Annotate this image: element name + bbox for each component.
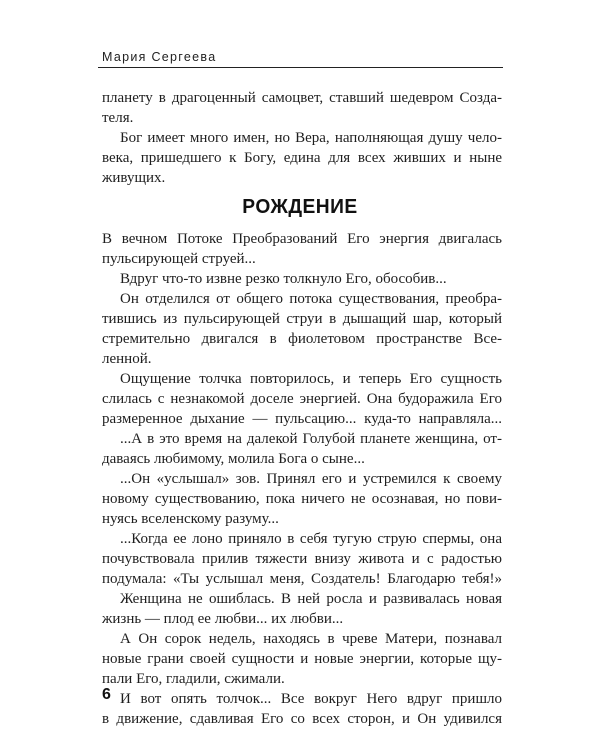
text-line: А Он сорок недель, находясь в чреве Матери, познавал bbox=[120, 631, 502, 647]
text-line: ленной. bbox=[102, 351, 152, 367]
text-line: Он отделился от общего потока существования, преобра- bbox=[120, 291, 502, 307]
text-line: Бог имеет много имен, но Вера, наполняющая душу чело- bbox=[120, 130, 502, 146]
chapter-title: РОЖДЕНИЕ bbox=[242, 196, 358, 218]
text-line: пульсирующей струей... bbox=[102, 251, 256, 267]
text-line: новые грани своей сущности и новые энергии, которые щу- bbox=[102, 651, 502, 667]
text-line: ...Когда ее лоно приняло в себя тугую струю спермы, она bbox=[120, 531, 502, 547]
text-line: века, пришедшего к Богу, едина для всех живших и ныне bbox=[102, 150, 502, 166]
text-line: жизнь — плод ее любви... их любви... bbox=[102, 611, 344, 627]
text-line: ...Он «услышал» зов. Принял его и устремился к своему bbox=[120, 471, 502, 487]
text-line: Вдруг что-то извне резко толкнуло Его, обособив... bbox=[120, 271, 447, 287]
text-line: Женщина не ошиблась. В ней росла и развивалась новая bbox=[120, 591, 502, 607]
text-line: живущих. bbox=[102, 170, 166, 186]
header-rule bbox=[98, 67, 503, 68]
text-line: ...А в это время на далекой Голубой планете женщина, от- bbox=[120, 431, 502, 447]
text-line: новому существованию, пока ничего не осознавая, но пови- bbox=[102, 491, 502, 507]
text-line: пали Его, гладили, сжимали. bbox=[102, 671, 285, 687]
text-line: тившись из пульсирующей струи в дышащий шар, который bbox=[102, 311, 502, 327]
text-line: теля. bbox=[102, 110, 134, 126]
text-line: планету в драгоценный самоцвет, ставший шедевром Созда- bbox=[102, 90, 502, 106]
text-line: нуясь вселенскому разуму... bbox=[102, 511, 279, 527]
text-line: стремительно двигался в фиолетовом пространстве Все- bbox=[102, 331, 502, 347]
text-line: подумала: «Ты услышал меня, Создатель! Благодарю тебя!» bbox=[102, 571, 502, 587]
text-line: В вечном Потоке Преобразований Его энергия двигалась bbox=[102, 231, 502, 247]
text-line: слилась с незнакомой доселе энергией. Она будоражила Его bbox=[102, 391, 502, 407]
running-head: Мария Сергеева bbox=[102, 50, 217, 64]
text-line: И вот опять толчок... Все вокруг Него вдруг пришло bbox=[120, 691, 502, 707]
page-number: 6 bbox=[102, 686, 111, 703]
text-line: размеренное дыхание — пульсацию... куда-то направляла... bbox=[102, 411, 502, 427]
text-line: почувствовала прилив тяжести внизу живота и с радостью bbox=[102, 551, 502, 567]
text-line: даваясь любимому, молила Бога о сыне... bbox=[102, 451, 365, 467]
text-line: в движение, сдавливая Его со всех сторон, и Он удивился bbox=[102, 711, 502, 727]
text-line: Ощущение толчка повторилось, и теперь Его сущность bbox=[120, 371, 502, 387]
